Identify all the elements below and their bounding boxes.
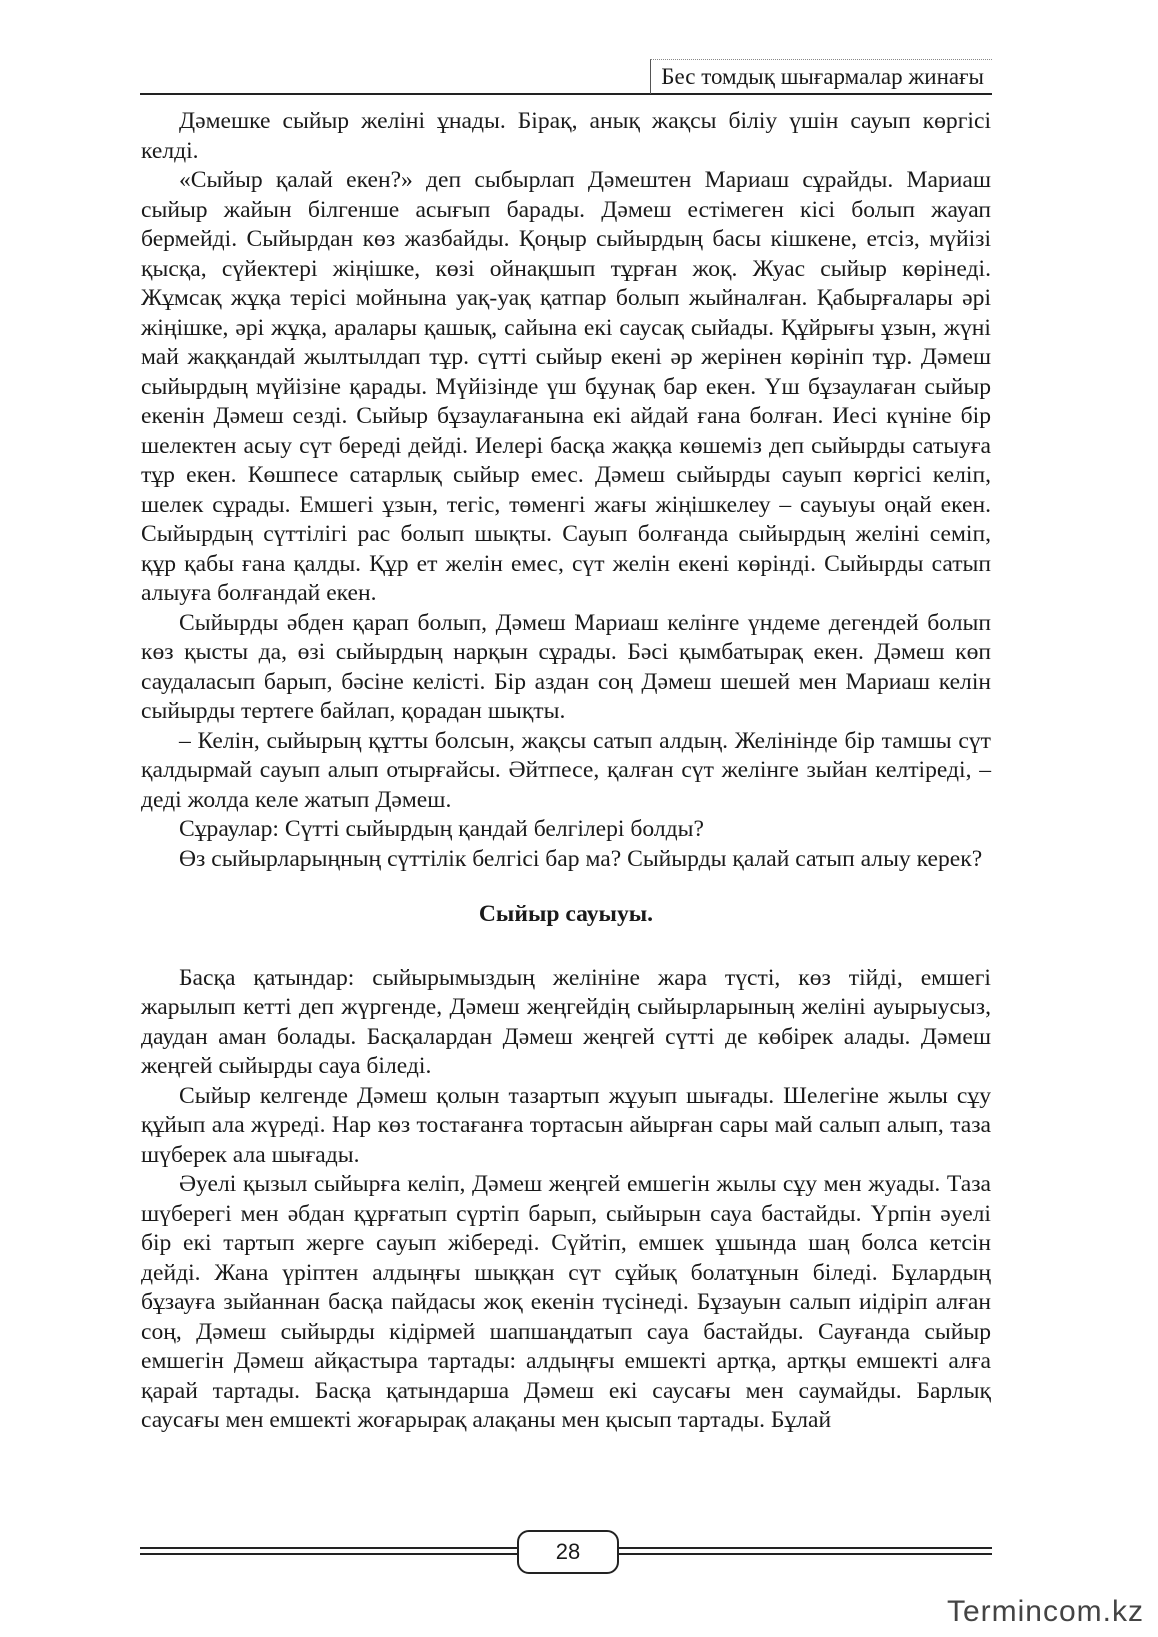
paragraph: «Сыйыр қалай екен?» деп сыбырлап Дәмештен Мариаш сұрайды. Мариаш сыйыр жайын білгенше асығып барады. Дәмеш естімеген кісі болып жауап бермейді. Сыйырдан көз жазбайды. Қоңыр сыйырдың басы кішкене, етсіз, мүйізі қысқа, сүйектері жіңішке, көзі ойнақшып тұрған жоқ. Жуас сыйыр көрінеді. Жұмсақ жұқа терісі мойнына уақ-уақ қатпар болып жыйналған. Қабырғалары әрі жіңішке, әрі жұқа, аралары қашық, сайына екі саусақ сыйады. Құйрығы ұзын, жүні май жаққандай жылтылдап тұр. сүтті сыйыр екені әр жерінен көрініп тұр. Дәмеш сыйырдың мүйізіне қарады. Мүйізінде үш бұунақ бар екен. Үш бұзаулаған сыйыр екенін Дәмеш сезді. Сыйыр бұзаулағанына екі айдай ғана болған. Иесі күніне бір шелектен асыу сүт береді дейді. Иелері басқа жаққа көшеміз деп сыйырды сатыуға тұр екен. Көшпесе сатарлық сыйыр емес. Дәмеш сыйырды сауып көргісі келіп, шелек сұрады. Емшегі ұзын, тегіс, төменгі жағы жіңішкелеу – сауыуы оңай екен. Сыйырдың сүттілігі рас болып шықты. Сауып болғанда сыйырдың желіні семіп, құр қабы ғана қалды. Құр ет желін емес, сүт желін екені көрінді. Сыйырды сатып алыуға болғандай екен. — [141, 167, 991, 606]
paragraph: Сыйырды әбден қарап болып, Дәмеш Мариаш келінге үндеме дегендей болып көз қысты да, өзі сыйырдың нарқын сұрады. Бәсі қымбатырақ екен. Дәмеш көп саудаласып барып, бәсіне келісті. Бір аздан соң Дәмеш шешей мен Мариаш келін сыйырды тертеге байлап, қорадан шықты. — [141, 609, 991, 724]
paragraph: Сұраулар: Сүтті сыйырдың қандай белгілері болды? — [179, 816, 704, 842]
watermark-logo: Termincom.kz — [946, 1595, 1144, 1628]
page-number: 28 — [517, 1530, 619, 1574]
paragraph: Басқа қатындар: сыйырымыздың желініне жара түсті, көз тійді, емшегі жарылып кетті деп жүргенде, Дәмеш жеңгейдің сыйырларының желіні ауырыусыз, даудан аман болады. Басқалардан Дәмеш жеңгей сүтті де көбірек алады. Дәмеш жеңгей сыйырды сауа біледі. — [141, 964, 991, 1079]
section-heading: Сыйыр сауыуы. — [478, 901, 654, 927]
paragraph: Дәмешке сыйыр желіні ұнады. Бірақ, анық жақсы біліу үшін сауып көргісі келді. — [141, 108, 991, 164]
page-header — [140, 55, 992, 95]
paragraph: – Келін, сыйырың құтты болсын, жақсы сатып алдың. Желінінде бір тамшы сүт қалдырмай сауып алып отырғайсы. Әйтпесе, қалған сүт желінге зыйан келтіреді, – деді жолда келе жатып Дәмеш. — [141, 727, 991, 813]
running-title: Бес томдық шығармалар жинағы — [650, 59, 992, 94]
paragraph: Сыйыр келгенде Дәмеш қолын тазартып жұуып шығады. Шелегіне жылы сұу құйып ала жүреді. Нар көз тостағанға тортасын айырған сары май салып алып, таза шүберек ала шығады. — [141, 1082, 991, 1168]
page-body — [141, 107, 991, 1436]
page-footer — [140, 1530, 992, 1574]
paragraph: Өз сыйырларыңның сүттілік белгісі бар ма? Сыйырды қалай сатып алыу керек? — [179, 845, 983, 872]
paragraph: Әуелі қызыл сыйырға келіп, Дәмеш жеңгей емшегін жылы сұу мен жуады. Таза шүберегі мен әбдан құрғатып сүртіп барып, сыйырын сауа бастайды. Үрпін әуелі бір екі тартып жерге сауып жібереді. Сүйтіп, емшек ұшында шаң болса кетсін дейді. Жана үріптен алдыңғы шыққан сүт сұйық болатұнын біледі. Бұлардың бұзауға зыйаннан басқа пайдасы жоқ екенін түсінеді. Бұзауын салып иідіріп алған соң, Дәмеш сыйырды кідірмей шапшаңдатып сауа бастайды. Сауғанда сыйыр емшегін Дәмеш айқастыра тартады: алдыңғы емшекті артқа, артқы емшекті алға қарай тартады. Басқа қатындарша Дәмеш екі саусағы мен саумайды. Барлық саусағы мен емшекті жоғарырақ алақаны мен қысып тартады. Бұлай — [141, 1171, 991, 1433]
